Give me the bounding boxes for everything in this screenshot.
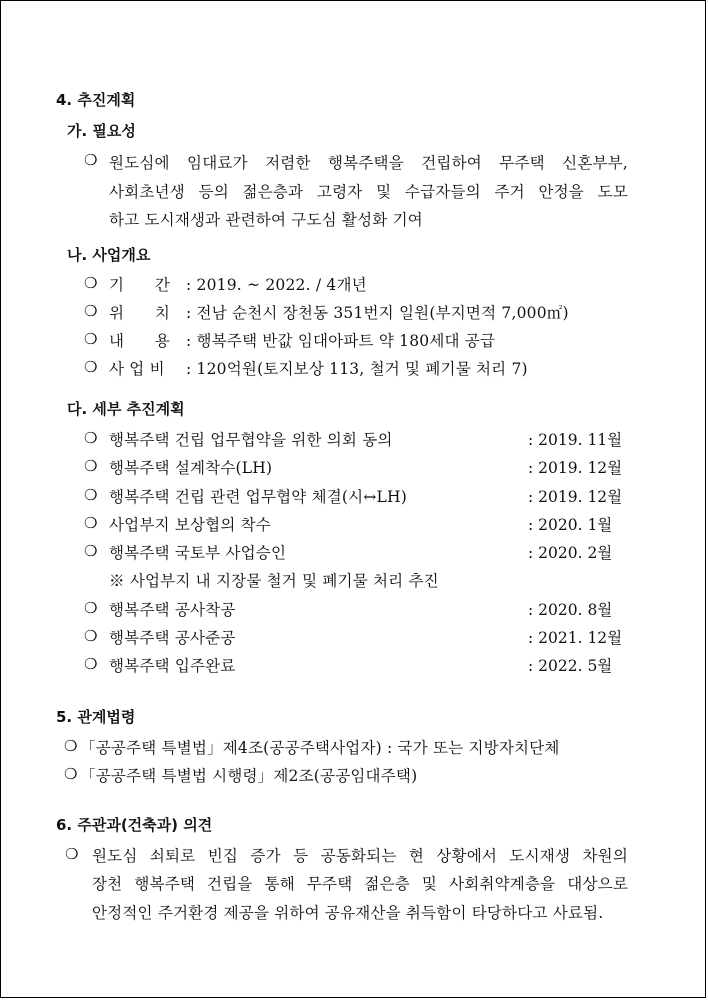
schedule-note: ※ 사업부지 내 지장물 철거 및 폐기물 처리 추진 — [109, 572, 439, 590]
bullet-icon: ❍ — [64, 765, 78, 783]
bullet-icon: ❍ — [84, 429, 98, 447]
bullet-icon: ❍ — [84, 542, 98, 560]
bullet-icon: ❍ — [84, 274, 98, 292]
schedule-item: 행복주택 건립 관련 업무협약 체결(시↔LH) — [109, 488, 407, 506]
schedule-date: : 2019. 12월 — [528, 488, 623, 506]
opinion-line-3: 안정적인 주거환경 제공을 위하여 공유재산을 취득함이 타당하다고 사료됨. — [92, 904, 604, 922]
subsection-da-title: 다. 세부 추진계획 — [67, 400, 185, 418]
schedule-date: : 2021. 12월 — [528, 629, 623, 647]
bullet-icon: ❍ — [84, 627, 98, 645]
law-item: 「공공주택 특별법 시행령」제2조(공공임대주택) — [80, 767, 418, 785]
overview-label-cost: 사 업 비 — [109, 360, 165, 378]
bullet-icon: ❍ — [84, 514, 98, 532]
overview-value-location: : 전남 순천시 장천동 351번지 일원(부지면적 7,000㎡) — [186, 304, 569, 322]
schedule-date: : 2020. 1월 — [528, 516, 613, 534]
opinion-line-2: 장천 행복주택 건립을 통해 무주택 젊은층 및 사회취약계층을 대상으로 — [92, 875, 628, 893]
overview-value-content: : 행복주택 반값 임대아파트 약 180세대 공급 — [186, 332, 496, 350]
bullet-icon: ❍ — [84, 457, 98, 475]
necessity-line-3: 하고 도시재생과 관련하여 구도심 활성화 기여 — [109, 211, 423, 229]
bullet-icon: ❍ — [84, 358, 98, 376]
necessity-line-2: 사회초년생 등의 젊은층과 고령자 및 수급자들의 주거 안정을 도모 — [109, 183, 628, 201]
schedule-date: : 2020. 2월 — [528, 544, 613, 562]
bullet-icon: ❍ — [84, 151, 98, 169]
section-6-title: 6. 주관과(건축과) 의견 — [56, 816, 213, 834]
schedule-item: 행복주택 공사착공 — [109, 601, 236, 619]
schedule-item: 행복주택 건립 업무협약을 위한 의회 동의 — [109, 431, 393, 449]
overview-label-period: 기 간 — [109, 276, 171, 294]
bullet-icon: ❍ — [84, 655, 98, 673]
schedule-item: 행복주택 입주완료 — [109, 657, 236, 675]
overview-label-location: 위 치 — [109, 304, 171, 322]
necessity-line-1: 원도심에 임대료가 저렴한 행복주택을 건립하여 무주택 신혼부부, — [109, 154, 628, 172]
law-item: 「공공주택 특별법」제4조(공공주택사업자) : 국가 또는 지방자치단체 — [80, 739, 560, 757]
bullet-icon: ❍ — [84, 486, 98, 504]
section-4-title: 4. 추진계획 — [56, 91, 136, 109]
bullet-icon: ❍ — [84, 330, 98, 348]
bullet-icon: ❍ — [84, 302, 98, 320]
schedule-item: 사업부지 보상협의 착수 — [109, 516, 271, 534]
overview-value-period: : 2019. ~ 2022. / 4개년 — [186, 276, 367, 294]
opinion-line-1: 원도심 쇠퇴로 빈집 증가 등 공동화되는 현 상황에서 도시재생 차원의 — [92, 847, 628, 865]
schedule-date: : 2019. 12월 — [528, 459, 623, 477]
overview-value-cost: : 120억원(토지보상 113, 철거 및 폐기물 처리 7) — [186, 360, 528, 378]
schedule-date: : 2019. 11월 — [528, 431, 623, 449]
schedule-date: : 2022. 5월 — [528, 657, 613, 675]
subsection-na-title: 나. 사업개요 — [67, 246, 151, 264]
schedule-item: 행복주택 공사준공 — [109, 629, 236, 647]
bullet-icon: ❍ — [64, 737, 78, 755]
bullet-icon: ❍ — [84, 599, 98, 617]
section-5-title: 5. 관계법령 — [56, 708, 136, 726]
overview-label-content: 내 용 — [109, 332, 171, 350]
schedule-item: 행복주택 설계착수(LH) — [109, 459, 273, 477]
bullet-icon: ❍ — [65, 845, 79, 863]
schedule-date: : 2020. 8월 — [528, 601, 613, 619]
schedule-item: 행복주택 국토부 사업승인 — [109, 544, 287, 562]
subsection-ga-title: 가. 필요성 — [67, 122, 136, 140]
